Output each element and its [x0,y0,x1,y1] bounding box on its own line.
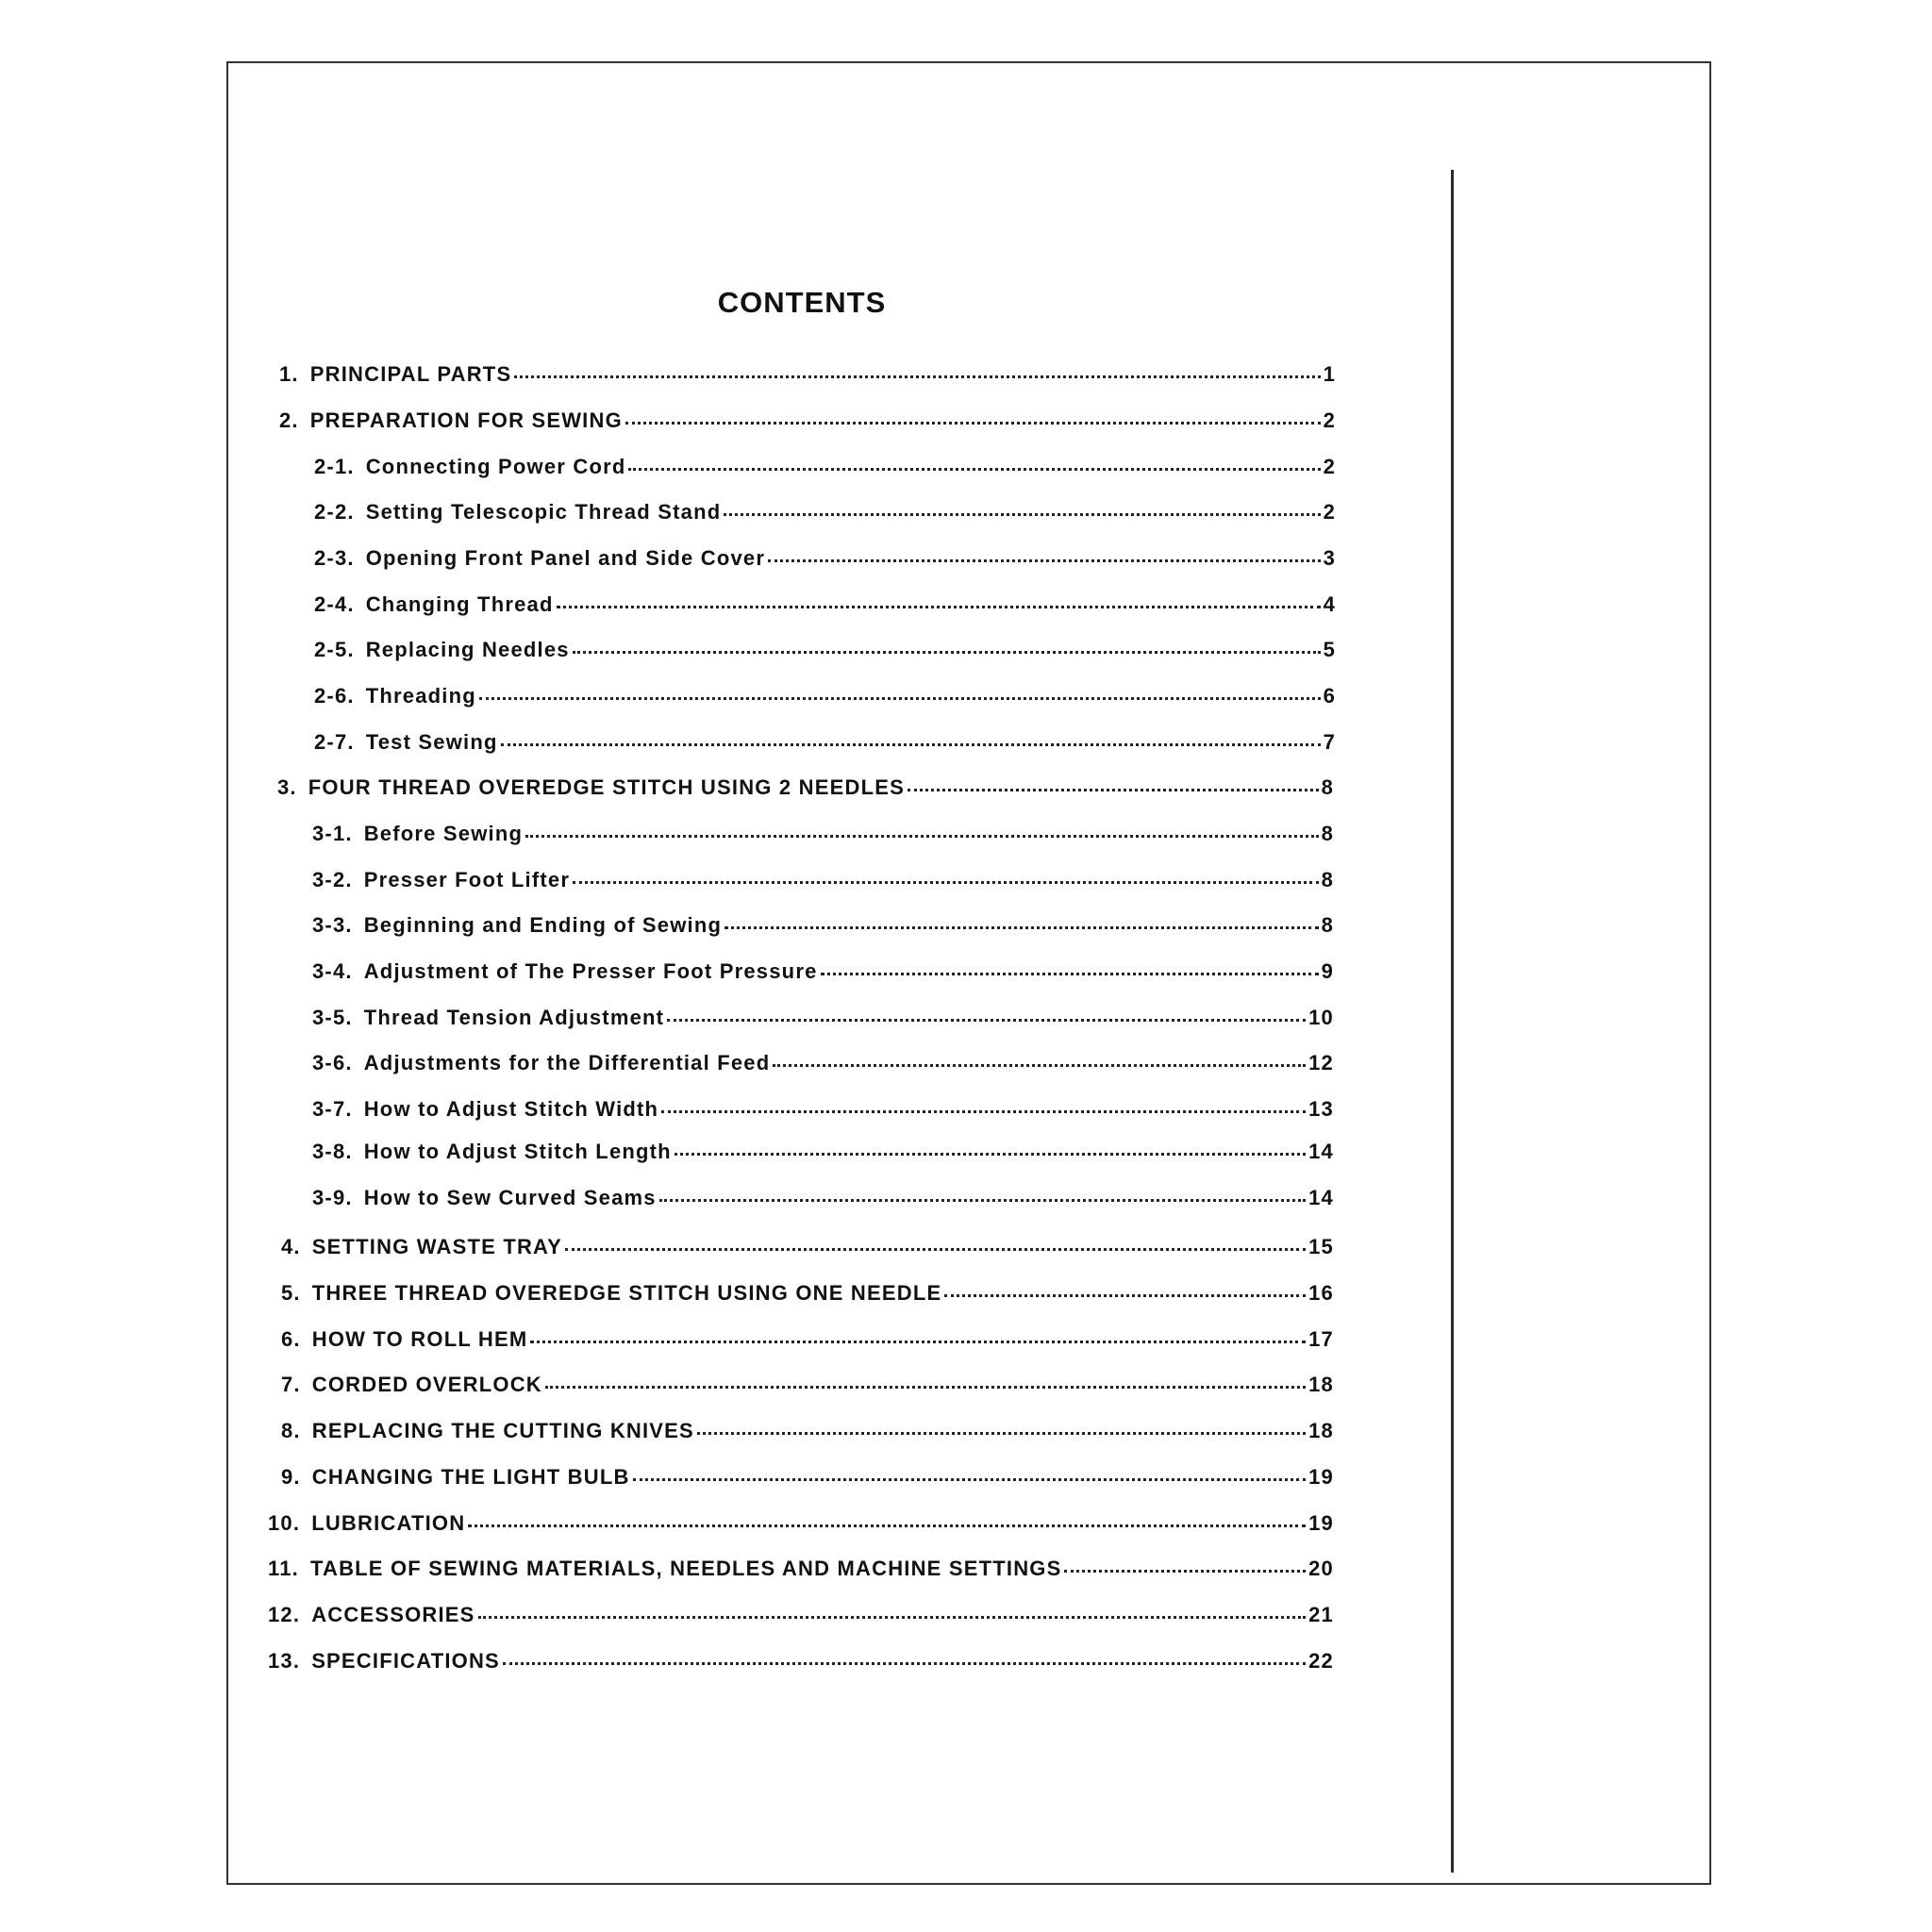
toc-entry-number: 12. [268,1603,301,1626]
toc-entry-page: 8 [1321,868,1334,891]
toc-entry-page: 3 [1323,546,1336,570]
toc-entry-number: 4. [281,1235,301,1258]
toc-entry [314,725,1336,754]
toc-entry-label: How to Sew Curved Seams [363,1186,657,1209]
toc-entry-label: ACCESSORIES [311,1603,475,1626]
toc-entry-label: PREPARATION FOR SEWING [309,408,623,432]
toc-entry-number: 11. [268,1557,299,1580]
toc-entry-label: CHANGING THE LIGHT BULB [311,1465,630,1489]
toc-entry-number: 3-1. [312,822,353,845]
toc-entry-page: 13 [1308,1097,1334,1121]
toc-entry-label: Thread Tension Adjustment [363,1006,665,1029]
toc-entry-page: 19 [1308,1465,1334,1489]
toc-entry-page: 14 [1308,1186,1334,1209]
toc-entry [314,495,1336,524]
toc-entry-number: 2-5. [314,638,355,661]
toc-entry-page: 8 [1321,822,1334,845]
toc-entry-page: 2 [1323,500,1336,524]
toc-entry-page: 17 [1308,1327,1334,1351]
leader-dots [501,723,1321,746]
leader-dots [724,492,1320,516]
toc-entry-number: 7. [281,1373,301,1396]
toc-entry [281,1276,1334,1305]
toc-entry-label: Connecting Power Cord [365,455,626,478]
toc-entry-number: 3. [277,775,297,799]
toc-entry-label: Opening Front Panel and Side Cover [365,546,766,570]
leader-dots [821,952,1319,975]
leader-dots [628,447,1320,471]
leader-dots [565,1227,1306,1251]
toc-entry [312,1046,1334,1074]
toc-entry-number: 3-2. [312,868,353,891]
toc-entry-page: 16 [1308,1281,1334,1305]
toc-entry-number: 3-4. [312,959,353,983]
leader-dots [514,355,1320,378]
leader-dots [1064,1549,1306,1573]
toc-entry [314,541,1336,570]
toc-entry-number: 3-8. [312,1140,353,1163]
toc-entry-label: Before Sewing [363,822,524,845]
toc-entry-label: How to Adjust Stitch Length [363,1140,672,1163]
toc-entry-number: 5. [281,1281,301,1305]
toc-entry-label: Adjustments for the Differential Feed [363,1051,771,1074]
toc-entry-label: PRINCIPAL PARTS [309,362,512,386]
toc-entry-number: 13. [268,1649,301,1673]
toc-entry [312,1092,1334,1121]
toc-entry-number: 3-7. [312,1097,353,1121]
toc-entry-page: 19 [1308,1511,1334,1535]
toc-entry [312,908,1334,937]
toc-entry-number: 2-6. [314,684,355,708]
leader-dots [908,768,1319,791]
toc-entry-number: 2-7. [314,730,355,754]
toc-entry [312,1135,1334,1163]
toc-entry [312,1181,1334,1209]
leader-dots [768,539,1320,562]
leader-dots [573,630,1321,654]
toc-entry-page: 22 [1308,1649,1334,1673]
toc-entry-label: THREE THREAD OVEREDGE STITCH USING ONE NEEDLE [311,1281,942,1305]
toc-entry [312,1001,1334,1029]
toc-entry-page: 2 [1323,408,1336,432]
toc-entry [312,863,1334,891]
toc-entry-number: 3-5. [312,1006,353,1029]
page-title: CONTENTS [717,286,887,319]
toc-entry-label: HOW TO ROLL HEM [311,1327,528,1351]
toc-entry-number: 1. [279,362,299,386]
toc-entry-number: 2. [279,408,299,432]
toc-entry-page: 2 [1323,455,1336,478]
toc-entry [312,817,1334,845]
toc-entry-page: 21 [1308,1603,1334,1626]
leader-dots [503,1641,1306,1665]
toc-entry-page: 15 [1308,1235,1334,1258]
leader-dots [661,1090,1306,1113]
leader-dots [724,906,1318,929]
leader-dots [573,860,1318,884]
toc-entry-number: 3-6. [312,1051,353,1074]
toc-entry-label: Changing Thread [365,592,554,616]
toc-entry-label: CORDED OVERLOCK [311,1373,542,1396]
leader-dots [659,1178,1306,1202]
toc-entry [277,771,1334,799]
toc-entry-number: 2-4. [314,592,355,616]
toc-entry-number: 3-3. [312,913,353,937]
toc-entry-page: 8 [1321,913,1334,937]
toc-entry-page: 5 [1323,638,1336,661]
toc-entry-page: 14 [1308,1140,1334,1163]
toc-entry [281,1460,1334,1489]
toc-entry [279,404,1336,432]
leader-dots [675,1132,1306,1156]
toc-entry [312,955,1334,983]
leader-dots [773,1043,1306,1067]
leader-dots [468,1504,1306,1527]
toc-entry [314,633,1336,661]
toc-entry-label: Setting Telescopic Thread Stand [365,500,722,524]
toc-entry-number: 2-1. [314,455,355,478]
toc-entry [281,1368,1334,1396]
toc-entry-label: LUBRICATION [311,1511,466,1535]
leader-dots [557,585,1321,608]
toc-entry [314,679,1336,708]
toc-entry [279,358,1336,386]
toc-entry-label: Threading [365,684,476,708]
toc-entry-label: Beginning and Ending of Sewing [363,913,723,937]
leader-dots [525,814,1318,838]
leader-dots [545,1365,1306,1389]
leader-dots [633,1457,1307,1481]
toc-entry-label: Replacing Needles [365,638,570,661]
toc-entry-page: 18 [1308,1419,1334,1442]
leader-dots [697,1411,1306,1435]
toc-entry-label: Adjustment of The Presser Foot Pressure [363,959,818,983]
toc-entry-number: 9. [281,1465,301,1489]
toc-entry-page: 8 [1321,775,1334,799]
toc-entry-label: SETTING WASTE TRAY [311,1235,563,1258]
toc-entry-label: Presser Foot Lifter [363,868,571,891]
leader-dots [667,998,1306,1022]
toc-entry-page: 1 [1323,362,1336,386]
toc-entry-page: 12 [1308,1051,1334,1074]
toc-entry-label: How to Adjust Stitch Width [363,1097,659,1121]
toc-entry-label: Test Sewing [365,730,498,754]
leader-dots [530,1320,1306,1343]
toc-entry [314,450,1336,478]
toc-entry-label: SPECIFICATIONS [311,1649,500,1673]
toc-entry [281,1323,1334,1351]
leader-dots [478,1595,1307,1619]
toc-entry-page: 18 [1308,1373,1334,1396]
toc-entry [268,1552,1334,1580]
toc-entry-page: 7 [1323,730,1336,754]
toc-entry-label: REPLACING THE CUTTING KNIVES [311,1419,694,1442]
toc-entry-label: TABLE OF SEWING MATERIALS, NEEDLES AND MACHINE SETTINGS [309,1557,1062,1580]
toc-entry-number: 2-3. [314,546,355,570]
toc-entry [268,1507,1334,1535]
toc-entry [281,1414,1334,1442]
leader-dots [625,401,1321,425]
leader-dots [944,1274,1306,1297]
toc-entry-number: 8. [281,1419,301,1442]
toc-entry [281,1230,1334,1258]
toc-entry-page: 10 [1308,1006,1334,1029]
toc-entry-page: 4 [1323,592,1336,616]
toc-entry [268,1644,1334,1673]
toc-entry-label: FOUR THREAD OVEREDGE STITCH USING 2 NEEDLES [308,775,905,799]
leader-dots [479,676,1321,700]
toc-entry-number: 3-9. [312,1186,353,1209]
binding-line [1451,170,1454,1873]
toc-entry-page: 9 [1321,959,1334,983]
toc-entry [314,588,1336,616]
toc-entry [268,1598,1334,1626]
toc-entry-page: 20 [1308,1557,1334,1580]
toc-entry-number: 10. [268,1511,301,1535]
toc-entry-number: 6. [281,1327,301,1351]
toc-entry-number: 2-2. [314,500,355,524]
toc-entry-page: 6 [1323,684,1336,708]
